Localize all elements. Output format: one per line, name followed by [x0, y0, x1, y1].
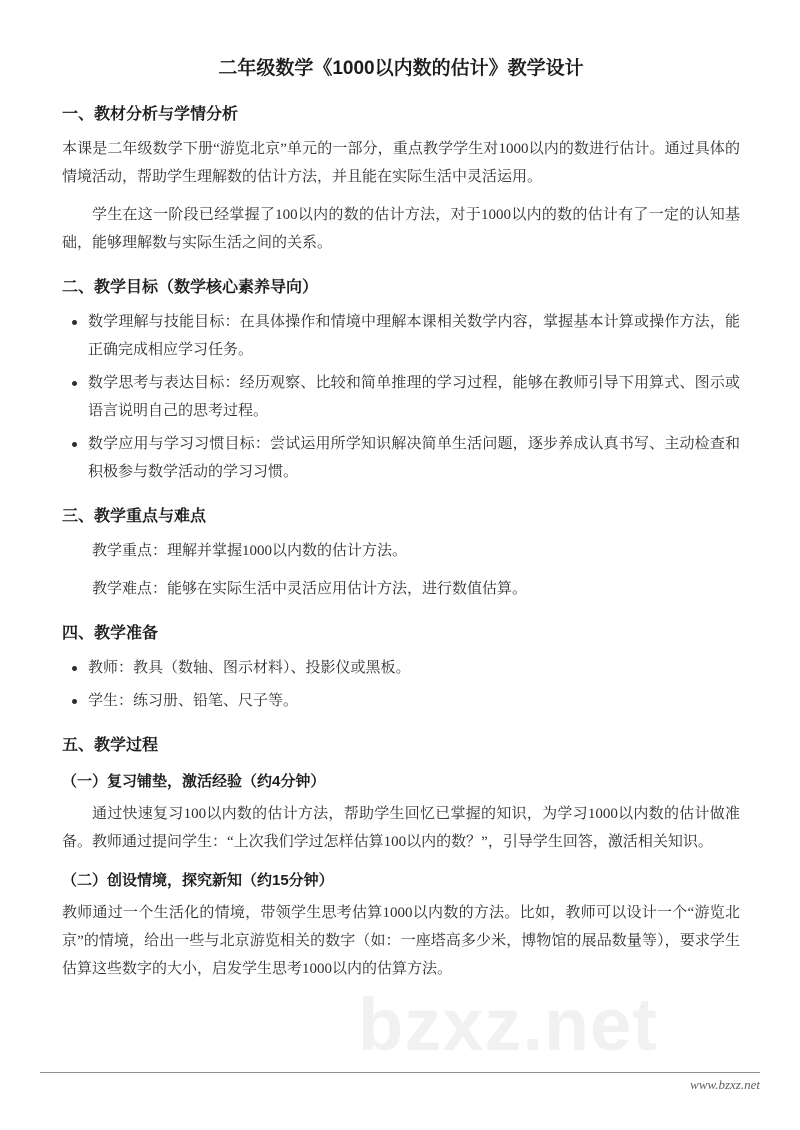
section-heading: 三、教学重点与难点: [62, 508, 207, 525]
section-heading: 五、教学过程: [62, 737, 159, 754]
page-footer: [40, 1072, 760, 1094]
list-item-text: 学生：练习册、铅笔、尺子等。: [88, 693, 299, 709]
paragraph: 教学重点：理解并掌握1000以内数的估计方法。: [92, 543, 408, 559]
bullet-icon: [72, 381, 77, 386]
paragraph: 学生在这一阶段已经掌握了100以内的数的估计方法，对于1000以内的数的估计有了一定的认知基础，能够理解数与实际生活之间的关系。: [62, 207, 740, 251]
bullet-icon: [72, 699, 77, 704]
section-heading: 一、教材分析与学情分析: [62, 106, 239, 123]
section-heading: 二、教学目标（数学核心素养导向）: [62, 279, 319, 296]
bullet-icon: [72, 666, 77, 671]
list-item-text: 数学应用与学习习惯目标：尝试运用所学知识解决简单生活问题，逐步养成认真书写、主动检查和积极参与数学活动的学习习惯。: [88, 436, 740, 480]
footer-url: www.bzxz.net: [690, 1077, 760, 1092]
list-item-text: 教师：教具（数轴、图示材料）、投影仪或黑板。: [88, 660, 411, 676]
section-material-analysis: [62, 104, 740, 257]
paragraph: 教师通过一个生活化的情境，带领学生思考估算1000以内数的方法。比如，教师可以设计一个“游览北京”的情境，给出一些与北京游览相关的数字（如：一座塔高多少米，博物馆的展品数量等），要求学生估算这些数字的大小，启发学生思考1000以内的估算方法。: [62, 905, 740, 977]
subsection-heading-situation: （二）创设情境，探究新知（约15分钟）: [62, 872, 334, 889]
section-key-difficult-points: [62, 506, 740, 603]
page-title: 二年级数学《1000以内数的估计》教学设计: [218, 58, 584, 79]
list-item-text: 数学思考与表达目标：经历观察、比较和简单推理的学习过程，能够在教师引导下用算式、图示或语言说明自己的思考过程。: [88, 375, 740, 419]
list-item: [72, 687, 740, 715]
section-teaching-process: [62, 735, 740, 983]
preparation-list: [62, 654, 740, 715]
paragraph: 本课是二年级数学下册“游览北京”单元的一部分，重点教学学生对1000以内的数进行估计。通过具体的情境活动，帮助学生理解数的估计方法，并且能在实际生活中灵活运用。: [62, 141, 740, 185]
bullet-icon: [72, 442, 77, 447]
list-item-text: 数学理解与技能目标：在具体操作和情境中理解本课相关数学内容，掌握基本计算或操作方法，能正确完成相应学习任务。: [88, 314, 740, 358]
list-item: [72, 369, 740, 425]
list-item: [72, 308, 740, 364]
subsection-heading-review: （一）复习铺垫，激活经验（约4分钟）: [62, 773, 326, 790]
list-item: [72, 654, 740, 682]
section-teaching-preparation: [62, 623, 740, 715]
goal-list: [62, 308, 740, 486]
paragraph: 教学难点：能够在实际生活中灵活应用估计方法，进行数值估算。: [92, 581, 528, 597]
paragraph: 通过快速复习100以内数的估计方法，帮助学生回忆已掌握的知识，为学习1000以内数的估计做准备。教师通过提问学生：“上次我们学过怎样估算100以内的数？”，引导学生回答，激活相关知识。: [62, 806, 740, 850]
bullet-icon: [72, 320, 77, 325]
section-heading: 四、教学准备: [62, 625, 159, 642]
section-teaching-goals: [62, 277, 740, 486]
background-watermark: bzxz.net: [358, 983, 658, 1066]
list-item: [72, 430, 740, 486]
